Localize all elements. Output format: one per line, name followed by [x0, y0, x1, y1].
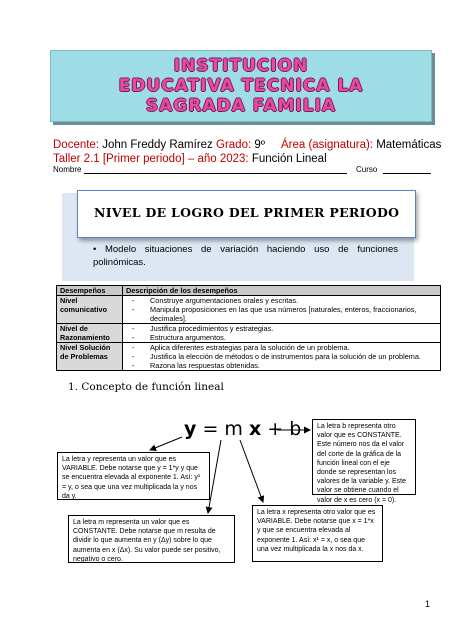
list-item: - Aplica diferentes estrategias para la solución de un problema. — [126, 343, 437, 352]
page-number: 1 — [425, 599, 431, 609]
nombre-label: Nombre — [53, 165, 82, 174]
level-cell: Nivel de Razonamiento — [57, 324, 123, 343]
header-desempenos: Desempeños — [57, 286, 123, 296]
curso-label: Curso — [356, 165, 378, 174]
note-x: La letra x representa otro valor que es VARIABLE. Debe notarse que x = 1*x y que se encuentra elevada al exponente 1. Así: x¹ = x, o sea que una vez multiplicada la x nos da x. — [252, 505, 383, 562]
level-cell: Nivel Solución de Problemas — [57, 343, 123, 371]
list-item: - Estructura argumentos. — [126, 333, 437, 342]
note-y: La letra y representa un valor que es VARIABLE. Debe notarse que y = 1*y y que se encuentra elevada al exponente 1. Así: y¹ = y, o sea que una vez multiplicada la y nos da y. — [57, 452, 210, 500]
docente-label: Docente: — [53, 139, 100, 151]
eq-b: b — [289, 418, 302, 440]
logro-title: NIVEL DE LOGRO DEL PRIMER PERIODO — [94, 205, 400, 220]
note-m: La letra m representa un valor que es CONSTANTE. Debe notarse que m resulta de dividir lo que aumenta en y (Δy) sobre lo que aumenta en x (Δx). Su valor puede ser positivo, negativo o cero. — [68, 515, 235, 563]
docente-value: John Freddy Ramírez — [99, 139, 216, 151]
eq-plus: + — [267, 418, 284, 440]
area-value: Matemáticas — [373, 139, 442, 151]
logro-text: • Modelo situaciones de variación haciendo uso de funciones polinómicas. — [93, 244, 398, 268]
banner-line-1: INSTITUCION — [173, 56, 309, 76]
eq-x: x — [248, 418, 262, 440]
grado-label: Grado: — [216, 139, 252, 151]
note-b: La letra b representa otro valor que es CONSTANTE. Este número nos da el valor del corte de la gráfica de la función lineal con el eje donde se representan los valores de la variable y. Este valor se obtiene cuando el valor de x es cero (x = 0). — [312, 419, 416, 495]
level-cell: Nivel comunicativo — [57, 296, 123, 324]
eq-y: y — [184, 418, 197, 440]
grado-value: 9º — [251, 139, 265, 151]
taller-label: Taller 2.1 [Primer periodo] – año 2023: — [53, 153, 249, 165]
arrow-x — [240, 440, 263, 502]
banner-line-2: EDUCATIVA TECNICA LA — [118, 76, 364, 96]
section-title: 1. Concepto de función lineal — [68, 381, 224, 393]
header-descripcion: Descripción de los desempeños — [123, 286, 441, 296]
area-label: Área (asignatura): — [280, 139, 373, 151]
list-item: - Construye argumentaciones orales y escritas. — [126, 296, 437, 305]
eq-equals: = — [202, 418, 219, 440]
list-item: - Justifica procedimientos y estrategias. — [126, 324, 437, 333]
list-item: - Razona las respuestas obtenidas. — [126, 361, 437, 370]
banner-line-3: SAGRADA FAMILIA — [145, 96, 337, 116]
list-item: - Justifica la elección de métodos o de instrumentos para la solución de un problema. — [126, 352, 437, 361]
arrow-y — [150, 437, 182, 450]
list-item: - Manipula proposiciones en las que usa números [naturales, enteros, fraccionarios, decimales]. — [126, 305, 437, 323]
eq-m: m — [224, 418, 243, 440]
taller-value: Función Lineal — [248, 153, 327, 165]
